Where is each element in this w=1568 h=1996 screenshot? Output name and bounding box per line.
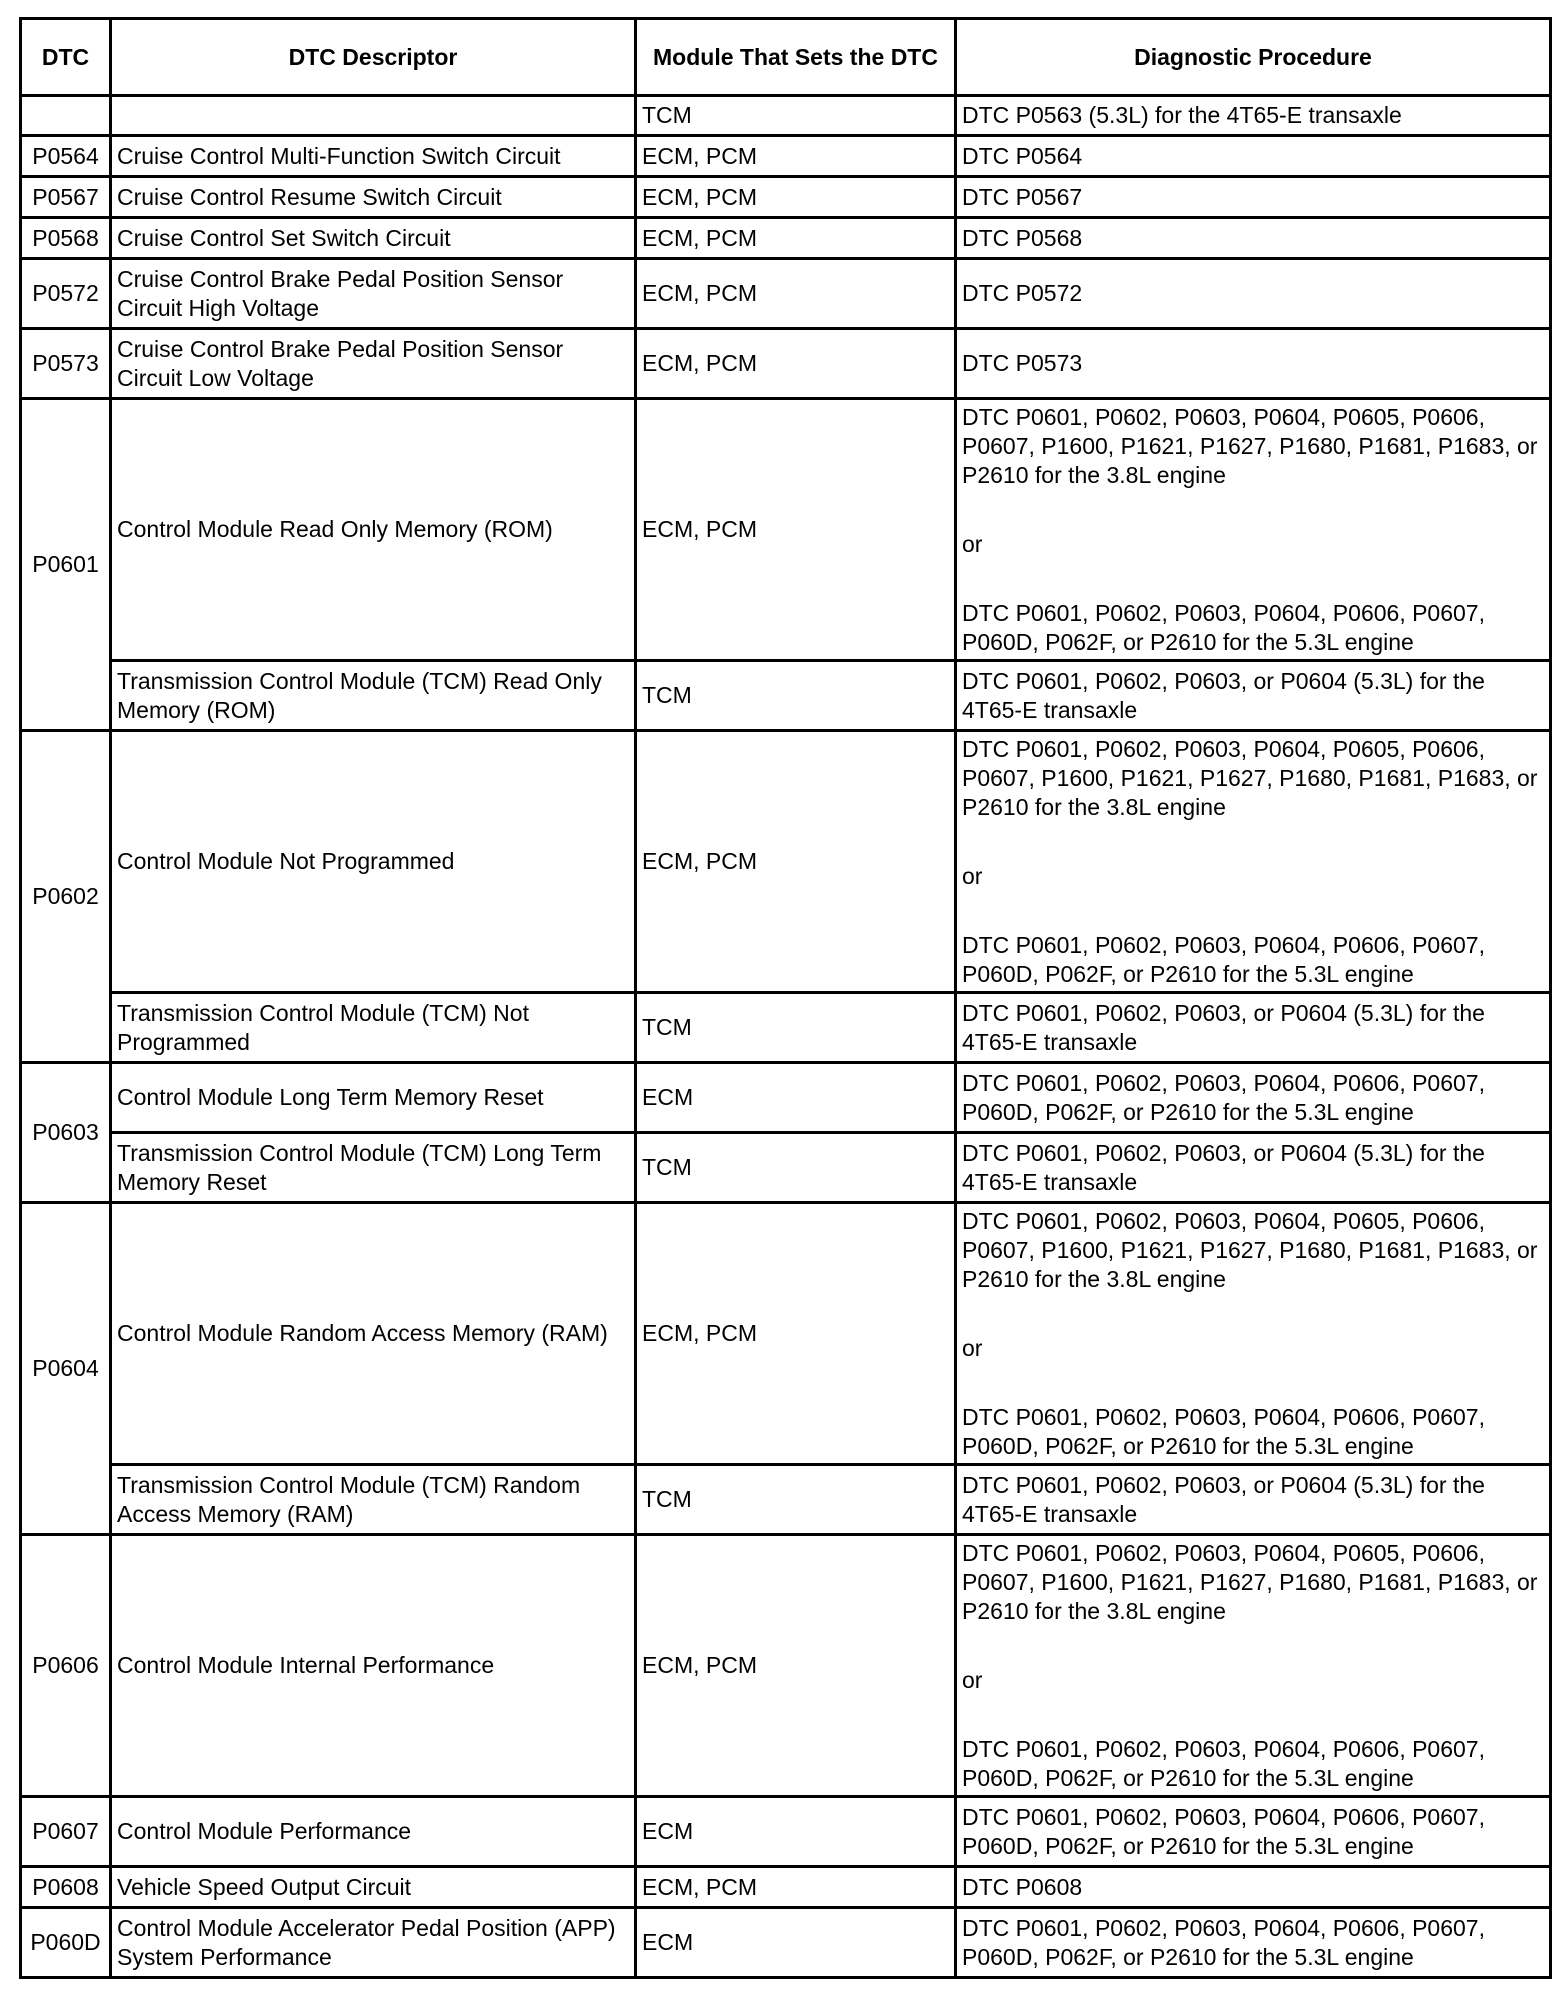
procedure-or: or (962, 530, 983, 557)
dtc-descriptor: Transmission Control Module (TCM) Read Only Memory (ROM) (111, 661, 636, 731)
table-row (21, 1465, 1551, 1535)
procedure-cell: DTC P0601, P0602, P0603, or P0604 (5.3L) for the 4T65-E transaxle (956, 661, 1551, 731)
dtc-descriptor: Transmission Control Module (TCM) Random Access Memory (RAM) (111, 1465, 636, 1535)
module-cell: TCM (636, 1133, 956, 1203)
dtc-descriptor: Cruise Control Resume Switch Circuit (111, 177, 636, 218)
module-cell: ECM (636, 1063, 956, 1133)
table-row (21, 177, 1551, 218)
procedure-cell: DTC P0573 (956, 329, 1551, 399)
dtc-code: P0568 (21, 218, 111, 259)
procedure-cell (956, 1535, 1551, 1797)
module-cell: ECM, PCM (636, 399, 956, 661)
procedure-cell: DTC P0601, P0602, P0603, P0604, P0606, P0607, P060D, P062F, or P2610 for the 5.3L engine (956, 1908, 1551, 1978)
module-cell: ECM (636, 1797, 956, 1867)
table-row (21, 399, 1551, 661)
table-row (21, 993, 1551, 1063)
module-cell: ECM (636, 1908, 956, 1978)
dtc-code: P0567 (21, 177, 111, 218)
procedure-cell: DTC P0601, P0602, P0603, P0604, P0606, P0607, P060D, P062F, or P2610 for the 5.3L engine (956, 1063, 1551, 1133)
procedure-cell (956, 1203, 1551, 1465)
dtc-code: P0608 (21, 1867, 111, 1908)
procedure-cell: DTC P0601, P0602, P0603, or P0604 (5.3L) for the 4T65-E transaxle (956, 1133, 1551, 1203)
dtc-descriptor: Cruise Control Set Switch Circuit (111, 218, 636, 259)
procedure-cell: DTC P0601, P0602, P0603, or P0604 (5.3L) for the 4T65-E transaxle (956, 1465, 1551, 1535)
procedure-cell: DTC P0563 (5.3L) for the 4T65-E transaxle (956, 96, 1551, 136)
table-row (21, 218, 1551, 259)
dtc-code (21, 96, 111, 136)
procedure-cell (956, 731, 1551, 993)
dtc-code: P0602 (21, 731, 111, 1063)
table-row (21, 1797, 1551, 1867)
table-row (21, 329, 1551, 399)
procedure-or: or (962, 1666, 983, 1693)
dtc-code: P0573 (21, 329, 111, 399)
table-row (21, 259, 1551, 329)
dtc-code: P0607 (21, 1797, 111, 1867)
dtc-descriptor: Control Module Internal Performance (111, 1535, 636, 1797)
dtc-code: P0606 (21, 1535, 111, 1797)
procedure-cell: DTC P0564 (956, 136, 1551, 177)
table-row (21, 1133, 1551, 1203)
procedure-text-3-8l: DTC P0601, P0602, P0603, P0604, P0605, P0606, P0607, P1600, P1621, P1627, P1680, P1681, P1683, or P2610 for the 3.8L engine (962, 1539, 1538, 1624)
procedure-or: or (962, 1334, 983, 1361)
table-row (21, 96, 1551, 136)
procedure-text-3-8l: DTC P0601, P0602, P0603, P0604, P0605, P0606, P0607, P1600, P1621, P1627, P1680, P1681, P1683, or P2610 for the 3.8L engine (962, 403, 1538, 488)
procedure-or: or (962, 862, 983, 889)
procedure-text-5-3l: DTC P0601, P0602, P0603, P0604, P0606, P0607, P060D, P062F, or P2610 for the 5.3L engine (962, 1403, 1485, 1459)
table-row (21, 661, 1551, 731)
procedure-cell: DTC P0601, P0602, P0603, P0604, P0606, P0607, P060D, P062F, or P2610 for the 5.3L engine (956, 1797, 1551, 1867)
procedure-cell: DTC P0567 (956, 177, 1551, 218)
table-row (21, 1063, 1551, 1133)
table-row (21, 1203, 1551, 1465)
module-cell: TCM (636, 993, 956, 1063)
dtc-code: P0601 (21, 399, 111, 731)
header-descriptor: DTC Descriptor (111, 19, 636, 96)
dtc-descriptor: Cruise Control Multi-Function Switch Circuit (111, 136, 636, 177)
dtc-code: P0604 (21, 1203, 111, 1535)
dtc-descriptor: Transmission Control Module (TCM) Not Programmed (111, 993, 636, 1063)
table-row (21, 1867, 1551, 1908)
module-cell: ECM, PCM (636, 329, 956, 399)
module-cell: ECM, PCM (636, 259, 956, 329)
procedure-text-5-3l: DTC P0601, P0602, P0603, P0604, P0606, P0607, P060D, P062F, or P2610 for the 5.3L engine (962, 1735, 1485, 1791)
dtc-descriptor: Control Module Performance (111, 1797, 636, 1867)
dtc-descriptor: Cruise Control Brake Pedal Position Sensor Circuit Low Voltage (111, 329, 636, 399)
procedure-text-5-3l: DTC P0601, P0602, P0603, P0604, P0606, P0607, P060D, P062F, or P2610 for the 5.3L engine (962, 931, 1485, 987)
dtc-descriptor: Vehicle Speed Output Circuit (111, 1867, 636, 1908)
table-row (21, 1908, 1551, 1978)
module-cell: ECM, PCM (636, 1203, 956, 1465)
module-cell: ECM, PCM (636, 136, 956, 177)
dtc-code: P060D (21, 1908, 111, 1978)
header-procedure: Diagnostic Procedure (956, 19, 1551, 96)
dtc-descriptor (111, 96, 636, 136)
module-cell: ECM, PCM (636, 1535, 956, 1797)
procedure-cell: DTC P0568 (956, 218, 1551, 259)
module-cell: ECM, PCM (636, 731, 956, 993)
dtc-descriptor: Control Module Long Term Memory Reset (111, 1063, 636, 1133)
module-cell: ECM, PCM (636, 218, 956, 259)
procedure-cell: DTC P0601, P0602, P0603, or P0604 (5.3L) for the 4T65-E transaxle (956, 993, 1551, 1063)
procedure-text-5-3l: DTC P0601, P0602, P0603, P0604, P0606, P0607, P060D, P062F, or P2610 for the 5.3L engine (962, 599, 1485, 655)
dtc-descriptor: Control Module Read Only Memory (ROM) (111, 399, 636, 661)
header-module: Module That Sets the DTC (636, 19, 956, 96)
table-row (21, 1535, 1551, 1797)
header-dtc: DTC (21, 19, 111, 96)
module-cell: TCM (636, 1465, 956, 1535)
dtc-code: P0564 (21, 136, 111, 177)
dtc-table (19, 17, 1552, 1979)
dtc-descriptor: Control Module Accelerator Pedal Position (APP) System Performance (111, 1908, 636, 1978)
header-row (21, 19, 1551, 96)
procedure-cell (956, 399, 1551, 661)
table-row (21, 731, 1551, 993)
table-row (21, 136, 1551, 177)
module-cell: TCM (636, 96, 956, 136)
procedure-cell: DTC P0572 (956, 259, 1551, 329)
dtc-descriptor: Control Module Random Access Memory (RAM) (111, 1203, 636, 1465)
dtc-descriptor: Transmission Control Module (TCM) Long Term Memory Reset (111, 1133, 636, 1203)
procedure-text-3-8l: DTC P0601, P0602, P0603, P0604, P0605, P0606, P0607, P1600, P1621, P1627, P1680, P1681, P1683, or P2610 for the 3.8L engine (962, 735, 1538, 820)
module-cell: ECM, PCM (636, 1867, 956, 1908)
procedure-cell: DTC P0608 (956, 1867, 1551, 1908)
dtc-code: P0572 (21, 259, 111, 329)
module-cell: ECM, PCM (636, 177, 956, 218)
dtc-descriptor: Control Module Not Programmed (111, 731, 636, 993)
dtc-code: P0603 (21, 1063, 111, 1203)
module-cell: TCM (636, 661, 956, 731)
procedure-text-3-8l: DTC P0601, P0602, P0603, P0604, P0605, P0606, P0607, P1600, P1621, P1627, P1680, P1681, P1683, or P2610 for the 3.8L engine (962, 1207, 1538, 1292)
dtc-descriptor: Cruise Control Brake Pedal Position Sensor Circuit High Voltage (111, 259, 636, 329)
